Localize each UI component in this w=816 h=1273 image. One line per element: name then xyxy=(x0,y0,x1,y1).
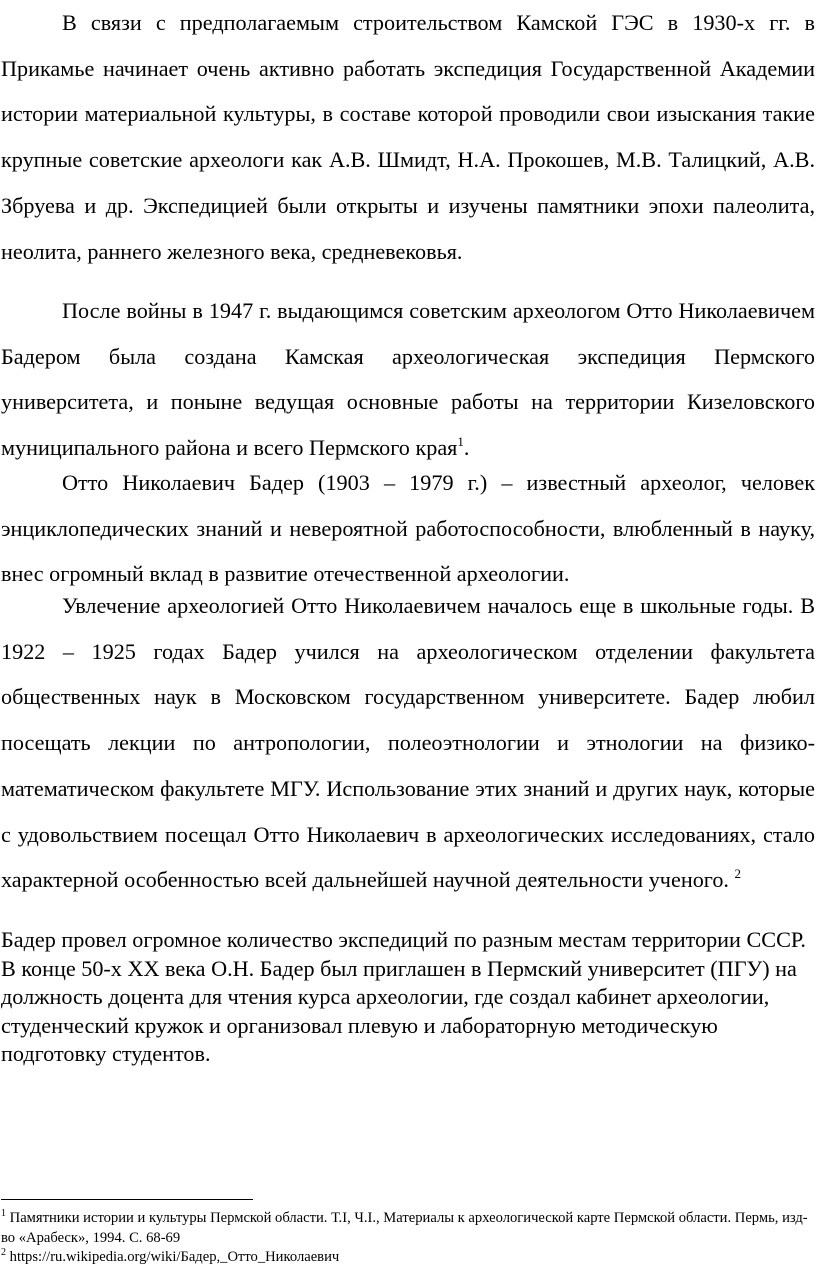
paragraph-kama-hpp-expedition xyxy=(1,0,815,274)
footnote-reference-1[interactable]: 1 xyxy=(457,434,464,450)
paragraph-bader-biography xyxy=(1,460,815,597)
paragraph-text: Увлечение археологией Отто Николаевичем началось еще в школьные годы. В 1922 – 1925 годах Бадер учился на археологическом отделении факультета общественных наук в Московском государственном университете. Бадер любил посещать лекции по антропологии, полеоэтнологии и этнологии на физико-математическом факультете МГУ. Использование этих знаний и других наук, которые с удовольствием посещал Отто Николаевич в археологических исследованиях, стало характерной особенностью всей дальнейшей научной деятельности ученого. xyxy=(1,593,815,893)
paragraph-text: Бадер провел огромное количество экспедиций по разным местам территории СССР. В конце 50-х XX века О.Н. Бадер был приглашен в Пермский университет (ПГУ) на должность доцента для чтения курса археологии, где создал кабинет археологии, студенческий кружок и организовал плевую и лабораторную методическую подготовку студентов. xyxy=(1,927,806,1066)
footnote-separator xyxy=(1,1199,253,1200)
paragraph-bader-perm-university xyxy=(1,926,815,1069)
paragraph-text: Отто Николаевич Бадер (1903 – 1979 г.) – известный археолог, человек энциклопедических знаний и невероятной работоспособности, влюбленный в науку, внес огромный вклад в развитие отечественной археологии. xyxy=(1,470,815,587)
footnote-2 xyxy=(1,1247,815,1267)
paragraph-text: После войны в 1947 г. выдающимся советским археологом Отто Николаевичем Бадером была создана Камская археологическая экспедиция Пермского университета, и поныне ведущая основные работы на территории Кизеловского муниципального района и всего Пермского края xyxy=(1,298,815,461)
paragraph-text: В связи с предполагаемым строительством Камской ГЭС в 1930-х гг. в Прикамье начинает очень активно работать экспедиция Государственной Академии истории материальной культуры, в составе которой проводили свои изыскания такие крупные советские археологи как А.В. Шмидт, Н.А. Прокошев, М.В. Талицкий, А.В. Збруева и др. Экспедицией были открыты и изучены памятники эпохи палеолита, неолита, раннего железного века, средневековья. xyxy=(1,10,815,264)
footnote-mark: 2 xyxy=(1,1247,6,1258)
footnote-text: Памятники истории и культуры Пермской области. Т.I, Ч.I., Материалы к археологической карте Пермской области. Пермь, изд-во «Арабеск», 1994. С. 68-69 xyxy=(1,1210,808,1246)
footnote-reference-2[interactable]: 2 xyxy=(734,866,742,882)
footnote-mark: 1 xyxy=(1,1208,6,1219)
footnote-1 xyxy=(1,1208,815,1248)
paragraph-kama-archaeological-expedition xyxy=(1,288,815,471)
paragraph-end-punctuation: . xyxy=(463,435,470,461)
paragraph-bader-education xyxy=(1,583,815,903)
footnote-link[interactable]: https://ru.wikipedia.org/wiki/Бадер,_Отто_Николаевич xyxy=(9,1249,340,1265)
